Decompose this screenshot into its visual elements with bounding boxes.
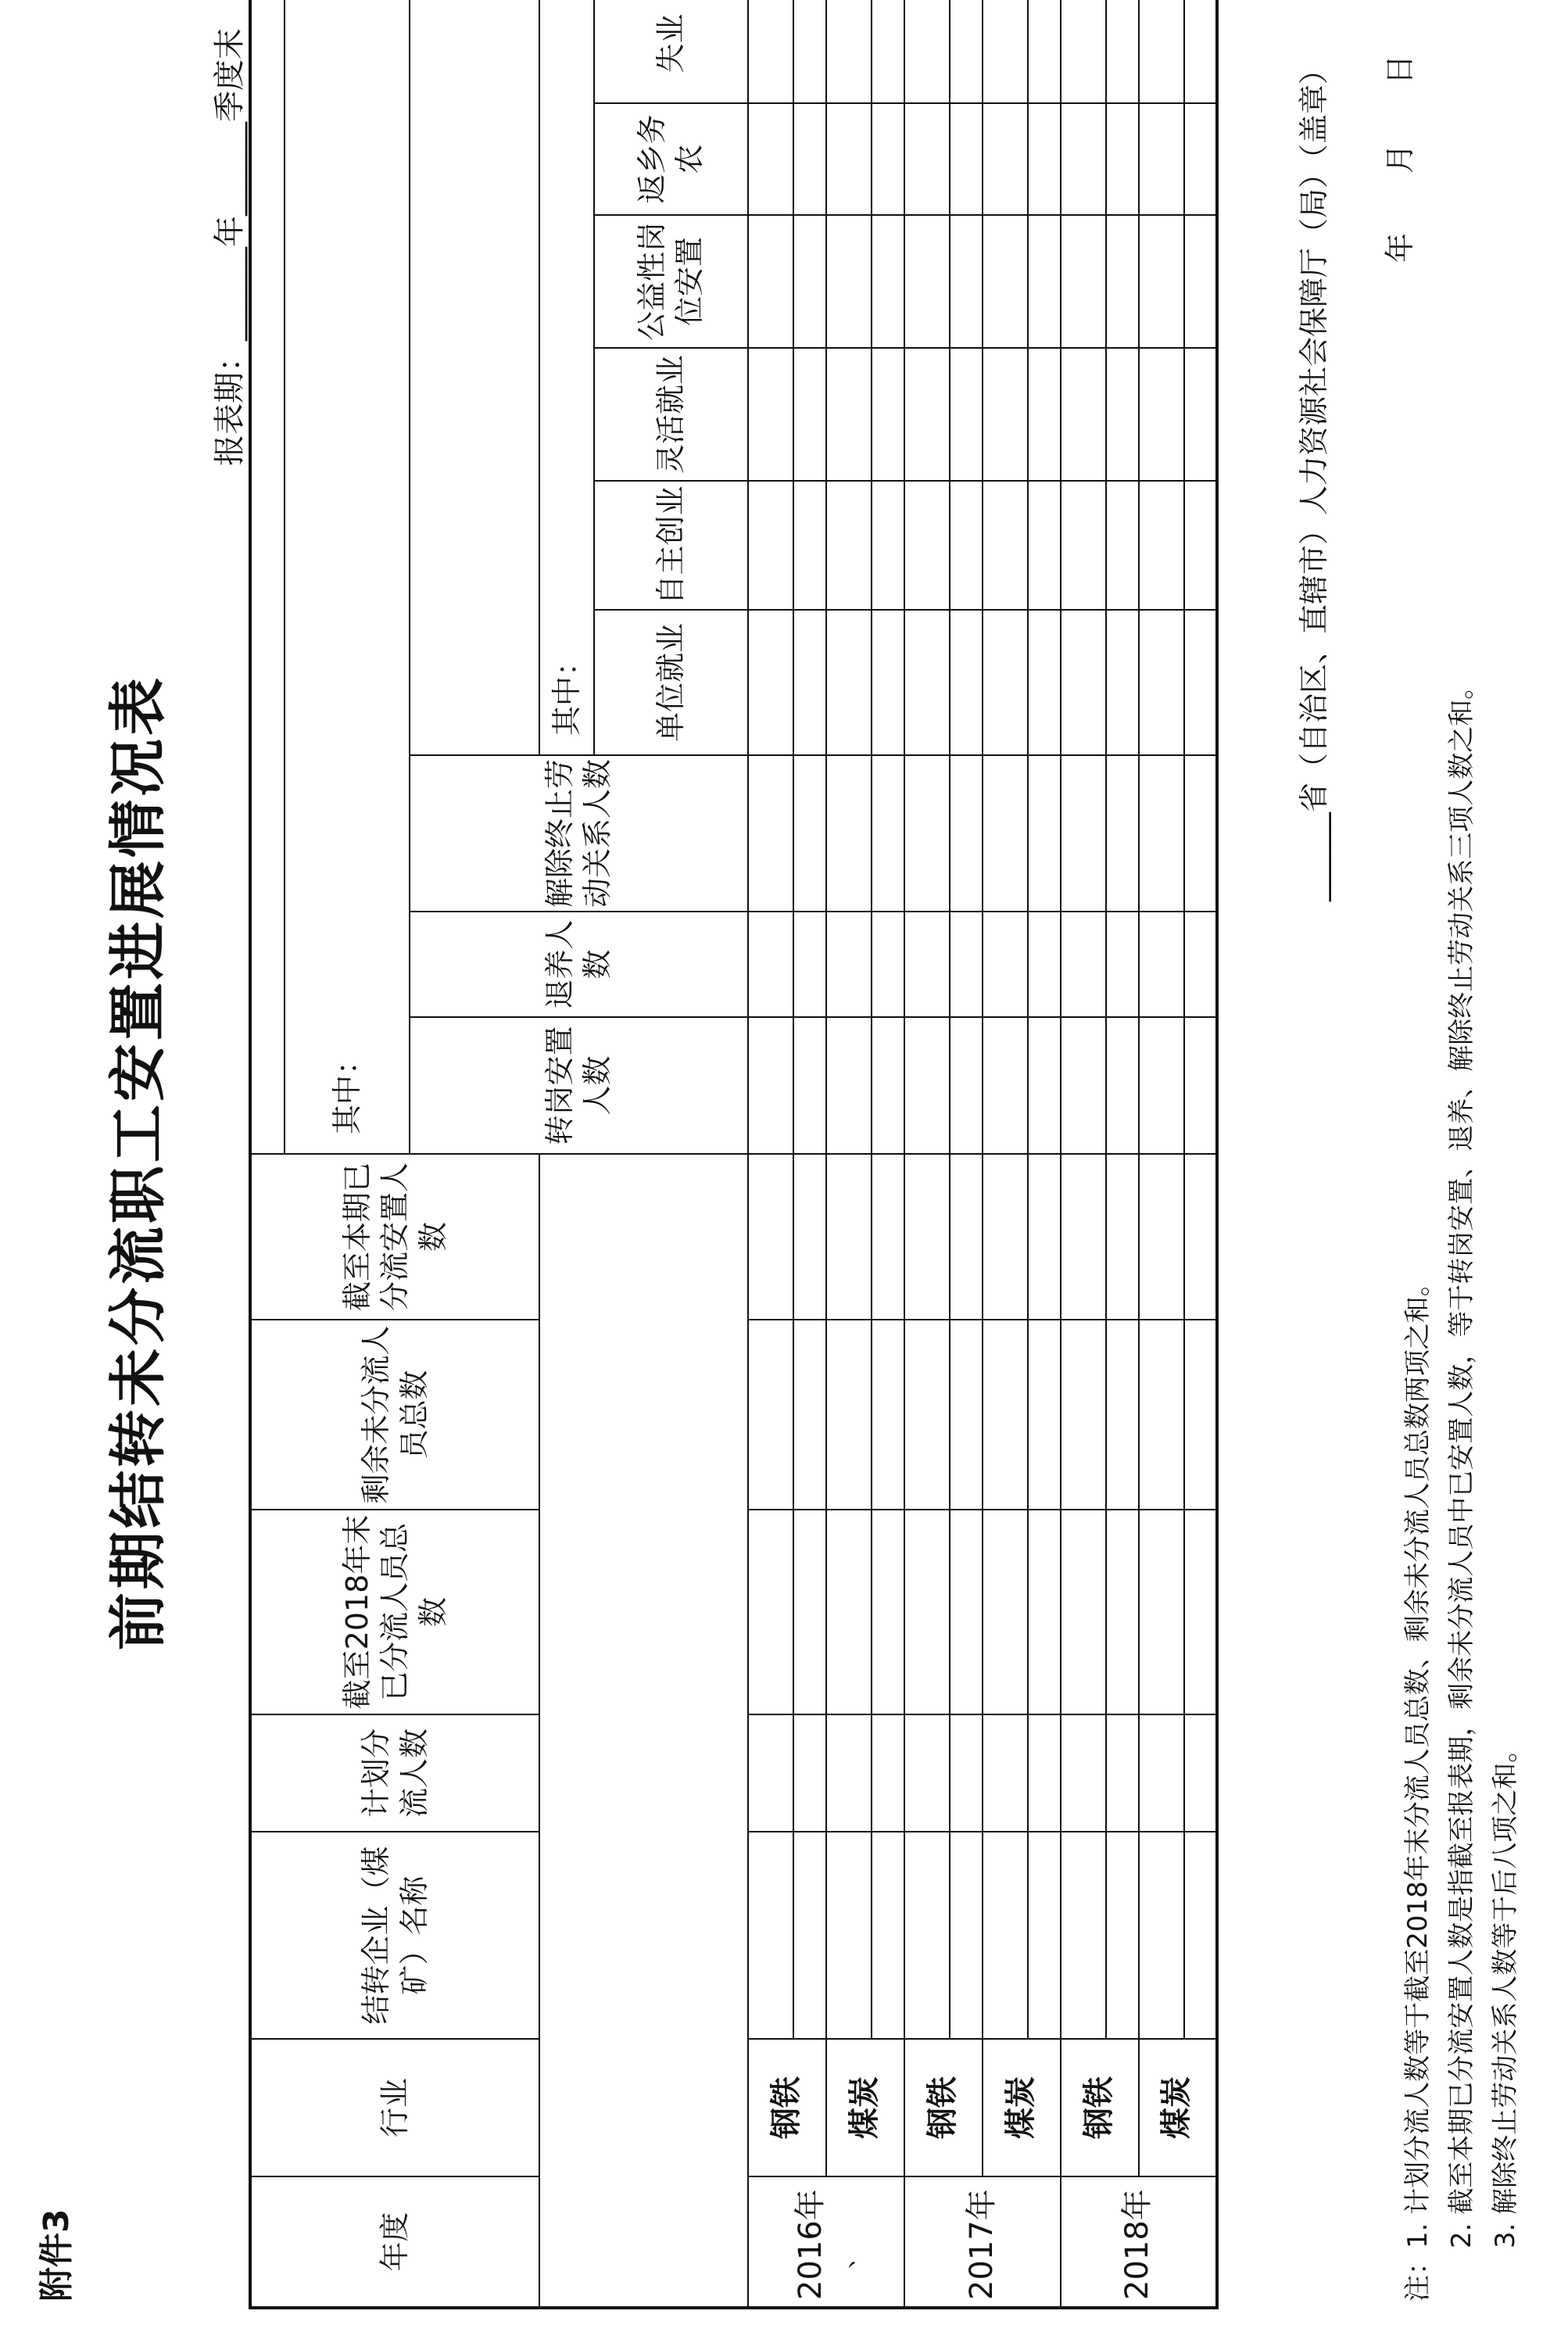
table-row bbox=[1184, 0, 1217, 2308]
blank-cell[interactable] bbox=[1106, 348, 1139, 481]
blank-cell[interactable] bbox=[1061, 912, 1106, 1017]
blank-cell[interactable] bbox=[904, 1154, 950, 1320]
blank-cell[interactable] bbox=[904, 1832, 950, 2039]
table-row bbox=[950, 0, 983, 2308]
blank-cell[interactable] bbox=[748, 1832, 793, 2039]
blank-cell[interactable] bbox=[1061, 0, 1106, 103]
blank-cell[interactable] bbox=[983, 1320, 1028, 1510]
blank-cell[interactable] bbox=[904, 348, 950, 481]
blank-cell[interactable] bbox=[748, 755, 793, 912]
blank-cell[interactable] bbox=[1139, 912, 1184, 1017]
header-remaining-total: 剩余未分流人员总数 bbox=[250, 1320, 539, 1510]
blank-cell[interactable] bbox=[950, 1510, 983, 1714]
blank-cell[interactable] bbox=[872, 610, 904, 755]
blank-cell[interactable] bbox=[1106, 1154, 1139, 1320]
attachment-label: 附件3 bbox=[37, 2209, 77, 2302]
blank-cell[interactable] bbox=[1061, 1714, 1106, 1832]
blank-cell[interactable] bbox=[1139, 1154, 1184, 1320]
blank-cell[interactable] bbox=[904, 1714, 950, 1832]
blank-cell[interactable] bbox=[748, 348, 793, 481]
blank-cell[interactable] bbox=[826, 348, 872, 481]
form-title: 前期结转未分流职工安置进展情况表 bbox=[105, 675, 172, 1650]
blank-cell[interactable] bbox=[1028, 1714, 1061, 1832]
blank-cell[interactable] bbox=[950, 1017, 983, 1154]
blank-cell[interactable] bbox=[748, 1510, 793, 1714]
blank-cell[interactable] bbox=[950, 1714, 983, 1832]
header-flexible: 灵活就业 bbox=[594, 348, 748, 481]
note-2: 2. 截至本期已分流安置人数是指截至报表期，剩余未分流人员中已安置人数，等于转岗安置、退养、解除终止劳动关系三项人数之和。 bbox=[1446, 672, 1477, 2248]
blank-cell[interactable] bbox=[1106, 755, 1139, 912]
blank-cell[interactable] bbox=[904, 1320, 950, 1510]
blank-cell[interactable] bbox=[1028, 215, 1061, 348]
header-2018-total: 截至2018年末已分流人员总数 bbox=[250, 1510, 539, 1714]
header-self-employ: 自主创业 bbox=[594, 481, 748, 610]
header-unemployed: 失业 bbox=[594, 0, 748, 103]
year-cell bbox=[1061, 2176, 1217, 2308]
header-terminate: 解除终止劳动关系人数 bbox=[410, 755, 748, 912]
header-return-farm: 返乡务农 bbox=[594, 103, 748, 215]
blank-cell[interactable] bbox=[872, 1154, 904, 1320]
blank-cell[interactable] bbox=[793, 912, 826, 1017]
blank-cell[interactable] bbox=[1184, 0, 1217, 103]
header-of-which-1: 其中： bbox=[285, 0, 410, 1154]
blank-cell[interactable] bbox=[1139, 610, 1184, 755]
table-row bbox=[872, 0, 904, 2308]
blank-cell[interactable] bbox=[1028, 1510, 1061, 1714]
blank-cell[interactable] bbox=[1028, 481, 1061, 610]
blank-cell[interactable] bbox=[872, 1017, 904, 1154]
blank-cell[interactable] bbox=[1184, 1832, 1217, 2039]
blank-cell[interactable] bbox=[950, 1154, 983, 1320]
header-company-name: 结转企业（煤矿）名称 bbox=[250, 1832, 539, 2039]
blank-cell[interactable] bbox=[950, 348, 983, 481]
blank-cell[interactable] bbox=[1184, 755, 1217, 912]
industry-cell: 煤炭 bbox=[1139, 2039, 1217, 2176]
blank-cell[interactable] bbox=[983, 0, 1028, 103]
table-row bbox=[983, 0, 1028, 2308]
blank-cell[interactable] bbox=[1139, 1017, 1184, 1154]
blank-cell[interactable] bbox=[1061, 610, 1106, 755]
blank-cell[interactable] bbox=[1106, 481, 1139, 610]
blank-cell[interactable] bbox=[1106, 1832, 1139, 2039]
blank-cell[interactable] bbox=[793, 1714, 826, 1832]
year-label: 2016年 bbox=[792, 2189, 829, 2300]
table-row bbox=[748, 0, 793, 2308]
blank-cell[interactable] bbox=[1028, 1017, 1061, 1154]
blank-cell[interactable] bbox=[950, 610, 983, 755]
note-1: 1. 计划分流人数等于截至2018年末分流人员总数、剩余未分流人员总数两项之和。 bbox=[1402, 1270, 1434, 2248]
blank-cell[interactable] bbox=[1106, 1320, 1139, 1510]
blank-cell[interactable] bbox=[1139, 348, 1184, 481]
header-year: 年度 bbox=[250, 2176, 539, 2308]
blank-cell[interactable] bbox=[872, 1510, 904, 1714]
blank-cell[interactable] bbox=[826, 1832, 872, 2039]
industry-cell: 钢铁 bbox=[748, 2039, 826, 2176]
blank-cell[interactable] bbox=[1106, 1017, 1139, 1154]
blank-cell[interactable] bbox=[950, 1320, 983, 1510]
blank-cell[interactable] bbox=[904, 1510, 950, 1714]
blank-cell[interactable] bbox=[1061, 103, 1106, 215]
blank-cell[interactable] bbox=[1184, 1154, 1217, 1320]
blank-cell[interactable] bbox=[793, 1832, 826, 2039]
notes bbox=[1396, 673, 1527, 2302]
industry-cell: 钢铁 bbox=[1061, 2039, 1139, 2176]
placement-table bbox=[249, 0, 1219, 2309]
blank-cell[interactable] bbox=[1184, 481, 1217, 610]
blank-cell[interactable] bbox=[748, 103, 793, 215]
blank-cell[interactable] bbox=[1028, 348, 1061, 481]
blank-cell[interactable] bbox=[1028, 755, 1061, 912]
industry-cell: 钢铁 bbox=[904, 2039, 983, 2176]
header-transfer: 转岗安置人数 bbox=[410, 1017, 748, 1154]
blank-cell[interactable] bbox=[1184, 103, 1217, 215]
header-public-post: 公益性岗位安置 bbox=[594, 215, 748, 348]
blank-cell[interactable] bbox=[872, 1714, 904, 1832]
blank-cell[interactable] bbox=[1106, 215, 1139, 348]
blank-cell[interactable] bbox=[1061, 755, 1106, 912]
date-line: 年 月 日 bbox=[1383, 55, 1417, 263]
blank-cell[interactable] bbox=[1061, 348, 1106, 481]
blank-cell[interactable] bbox=[826, 1320, 872, 1510]
blank-cell[interactable] bbox=[826, 912, 872, 1017]
blank-cell[interactable] bbox=[1028, 1832, 1061, 2039]
blank-cell[interactable] bbox=[1139, 103, 1184, 215]
blank-cell[interactable] bbox=[1184, 912, 1217, 1017]
blank-cell[interactable] bbox=[872, 755, 904, 912]
blank-cell[interactable] bbox=[826, 1154, 872, 1320]
blank-cell[interactable] bbox=[904, 0, 950, 103]
report-period: 报表期：______年______季度末 bbox=[212, 28, 248, 466]
blank-cell[interactable] bbox=[748, 215, 793, 348]
stray-mark: 、 bbox=[831, 2245, 859, 2269]
blank-cell[interactable] bbox=[793, 1510, 826, 1714]
blank-cell[interactable] bbox=[1139, 755, 1184, 912]
blank-cell[interactable] bbox=[748, 1017, 793, 1154]
header-unit-employ: 单位就业 bbox=[594, 610, 748, 755]
blank-cell[interactable] bbox=[950, 481, 983, 610]
header-industry: 行业 bbox=[250, 2039, 539, 2176]
blank-cell[interactable] bbox=[793, 1320, 826, 1510]
table-row bbox=[1106, 0, 1139, 2308]
blank-cell[interactable] bbox=[1061, 1017, 1106, 1154]
blank-cell[interactable] bbox=[826, 0, 872, 103]
blank-cell[interactable] bbox=[793, 348, 826, 481]
blank-cell[interactable] bbox=[826, 481, 872, 610]
blank-cell[interactable] bbox=[748, 0, 793, 103]
blank-cell[interactable] bbox=[793, 103, 826, 215]
blank-cell[interactable] bbox=[983, 1510, 1028, 1714]
blank-cell[interactable] bbox=[793, 0, 826, 103]
table-row bbox=[793, 0, 826, 2308]
blank-cell[interactable] bbox=[826, 1714, 872, 1832]
blank-cell[interactable] bbox=[1184, 348, 1217, 481]
signature-line: ______省（自治区、直辖市）人力资源社会保障厅（局）（盖章） bbox=[1297, 55, 1331, 902]
year-cell bbox=[748, 2176, 904, 2308]
blank-cell[interactable] bbox=[904, 103, 950, 215]
blank-cell[interactable] bbox=[793, 1017, 826, 1154]
header-retire: 退养人数 bbox=[410, 912, 748, 1017]
blank-cell[interactable] bbox=[950, 755, 983, 912]
blank-cell[interactable] bbox=[1028, 1320, 1061, 1510]
blank-cell[interactable] bbox=[826, 610, 872, 755]
blank-cell[interactable] bbox=[1028, 610, 1061, 755]
blank-cell[interactable] bbox=[826, 215, 872, 348]
blank-cell[interactable] bbox=[793, 481, 826, 610]
header-placed-period: 截至本期已分流安置人数 bbox=[250, 1154, 539, 1320]
blank-cell[interactable] bbox=[983, 481, 1028, 610]
blank-cell[interactable] bbox=[872, 103, 904, 215]
blank-cell[interactable] bbox=[983, 755, 1028, 912]
header-of-which-2: 其中： bbox=[539, 0, 594, 755]
blank-cell[interactable] bbox=[1028, 1154, 1061, 1320]
blank-cell[interactable] bbox=[748, 1714, 793, 1832]
blank-cell[interactable] bbox=[1061, 1154, 1106, 1320]
industry-cell: 煤炭 bbox=[983, 2039, 1061, 2176]
blank-cell[interactable] bbox=[1106, 1714, 1139, 1832]
blank-cell[interactable] bbox=[793, 215, 826, 348]
table-body bbox=[748, 0, 1217, 2308]
blank-cell[interactable] bbox=[1061, 481, 1106, 610]
blank-cell[interactable] bbox=[1139, 1714, 1184, 1832]
blank-cell[interactable] bbox=[983, 103, 1028, 215]
blank-cell[interactable] bbox=[1184, 1714, 1217, 1832]
blank-cell[interactable] bbox=[1184, 215, 1217, 348]
blank-cell[interactable] bbox=[904, 1017, 950, 1154]
blank-cell[interactable] bbox=[983, 1154, 1028, 1320]
notes-prefix: 注： bbox=[1402, 2248, 1434, 2302]
blank-cell[interactable] bbox=[983, 912, 1028, 1017]
blank-cell[interactable] bbox=[748, 1320, 793, 1510]
blank-cell[interactable] bbox=[826, 103, 872, 215]
blank-cell[interactable] bbox=[1139, 1832, 1184, 2039]
blank-cell[interactable] bbox=[1028, 0, 1061, 103]
blank-cell[interactable] bbox=[872, 1320, 904, 1510]
blank-cell[interactable] bbox=[1061, 1832, 1106, 2039]
blank-cell[interactable] bbox=[1028, 103, 1061, 215]
blank-cell[interactable] bbox=[826, 1017, 872, 1154]
blank-cell[interactable] bbox=[872, 0, 904, 103]
blank-cell[interactable] bbox=[748, 481, 793, 610]
note-3: 3. 解除终止劳动关系人数等于后八项之和。 bbox=[1490, 1736, 1521, 2248]
blank-cell[interactable] bbox=[983, 610, 1028, 755]
blank-cell[interactable] bbox=[1106, 103, 1139, 215]
blank-cell[interactable] bbox=[1184, 1017, 1217, 1154]
table-row bbox=[904, 0, 950, 2308]
blank-cell[interactable] bbox=[1139, 481, 1184, 610]
blank-cell[interactable] bbox=[983, 215, 1028, 348]
blank-cell[interactable] bbox=[983, 348, 1028, 481]
blank-cell[interactable] bbox=[904, 912, 950, 1017]
blank-cell[interactable] bbox=[950, 1832, 983, 2039]
year-label: 2017年 bbox=[963, 2189, 1000, 2300]
blank-cell[interactable] bbox=[1028, 912, 1061, 1017]
blank-cell[interactable] bbox=[1106, 0, 1139, 103]
header-planned: 计划分流人数 bbox=[250, 1714, 539, 1832]
blank-cell[interactable] bbox=[872, 348, 904, 481]
blank-cell[interactable] bbox=[983, 1017, 1028, 1154]
table-row bbox=[1061, 0, 1106, 2308]
blank-cell[interactable] bbox=[1061, 215, 1106, 348]
year-label: 2018年 bbox=[1119, 2189, 1156, 2300]
blank-cell[interactable] bbox=[872, 481, 904, 610]
blank-cell[interactable] bbox=[748, 1154, 793, 1320]
blank-cell[interactable] bbox=[1184, 1320, 1217, 1510]
blank-cell[interactable] bbox=[1184, 1510, 1217, 1714]
blank-cell[interactable] bbox=[793, 610, 826, 755]
blank-cell[interactable] bbox=[1139, 1320, 1184, 1510]
blank-cell[interactable] bbox=[1139, 0, 1184, 103]
blank-cell[interactable] bbox=[826, 755, 872, 912]
blank-cell[interactable] bbox=[1139, 1510, 1184, 1714]
blank-cell[interactable] bbox=[872, 215, 904, 348]
blank-cell[interactable] bbox=[748, 610, 793, 755]
blank-cell[interactable] bbox=[1061, 1510, 1106, 1714]
blank-cell[interactable] bbox=[1139, 215, 1184, 348]
table-row bbox=[1139, 0, 1184, 2308]
blank-cell[interactable] bbox=[1106, 1510, 1139, 1714]
blank-cell[interactable] bbox=[983, 1714, 1028, 1832]
table-row bbox=[1028, 0, 1061, 2308]
blank-cell[interactable] bbox=[950, 912, 983, 1017]
blank-cell[interactable] bbox=[1106, 912, 1139, 1017]
blank-cell[interactable] bbox=[1106, 610, 1139, 755]
blank-cell[interactable] bbox=[904, 755, 950, 912]
blank-cell[interactable] bbox=[872, 912, 904, 1017]
blank-cell[interactable] bbox=[904, 215, 950, 348]
blank-cell[interactable] bbox=[826, 1510, 872, 1714]
blank-cell[interactable] bbox=[950, 0, 983, 103]
blank-cell[interactable] bbox=[793, 755, 826, 912]
blank-cell[interactable] bbox=[748, 912, 793, 1017]
blank-cell[interactable] bbox=[1184, 610, 1217, 755]
blank-cell[interactable] bbox=[904, 481, 950, 610]
blank-cell[interactable] bbox=[1061, 1320, 1106, 1510]
blank-cell[interactable] bbox=[983, 1832, 1028, 2039]
blank-cell[interactable] bbox=[904, 610, 950, 755]
table-row bbox=[826, 0, 872, 2308]
blank-cell[interactable] bbox=[950, 215, 983, 348]
blank-cell[interactable] bbox=[793, 1154, 826, 1320]
industry-cell: 煤炭 bbox=[826, 2039, 904, 2176]
blank-cell[interactable] bbox=[872, 1832, 904, 2039]
year-cell bbox=[904, 2176, 1061, 2308]
blank-cell[interactable] bbox=[950, 103, 983, 215]
